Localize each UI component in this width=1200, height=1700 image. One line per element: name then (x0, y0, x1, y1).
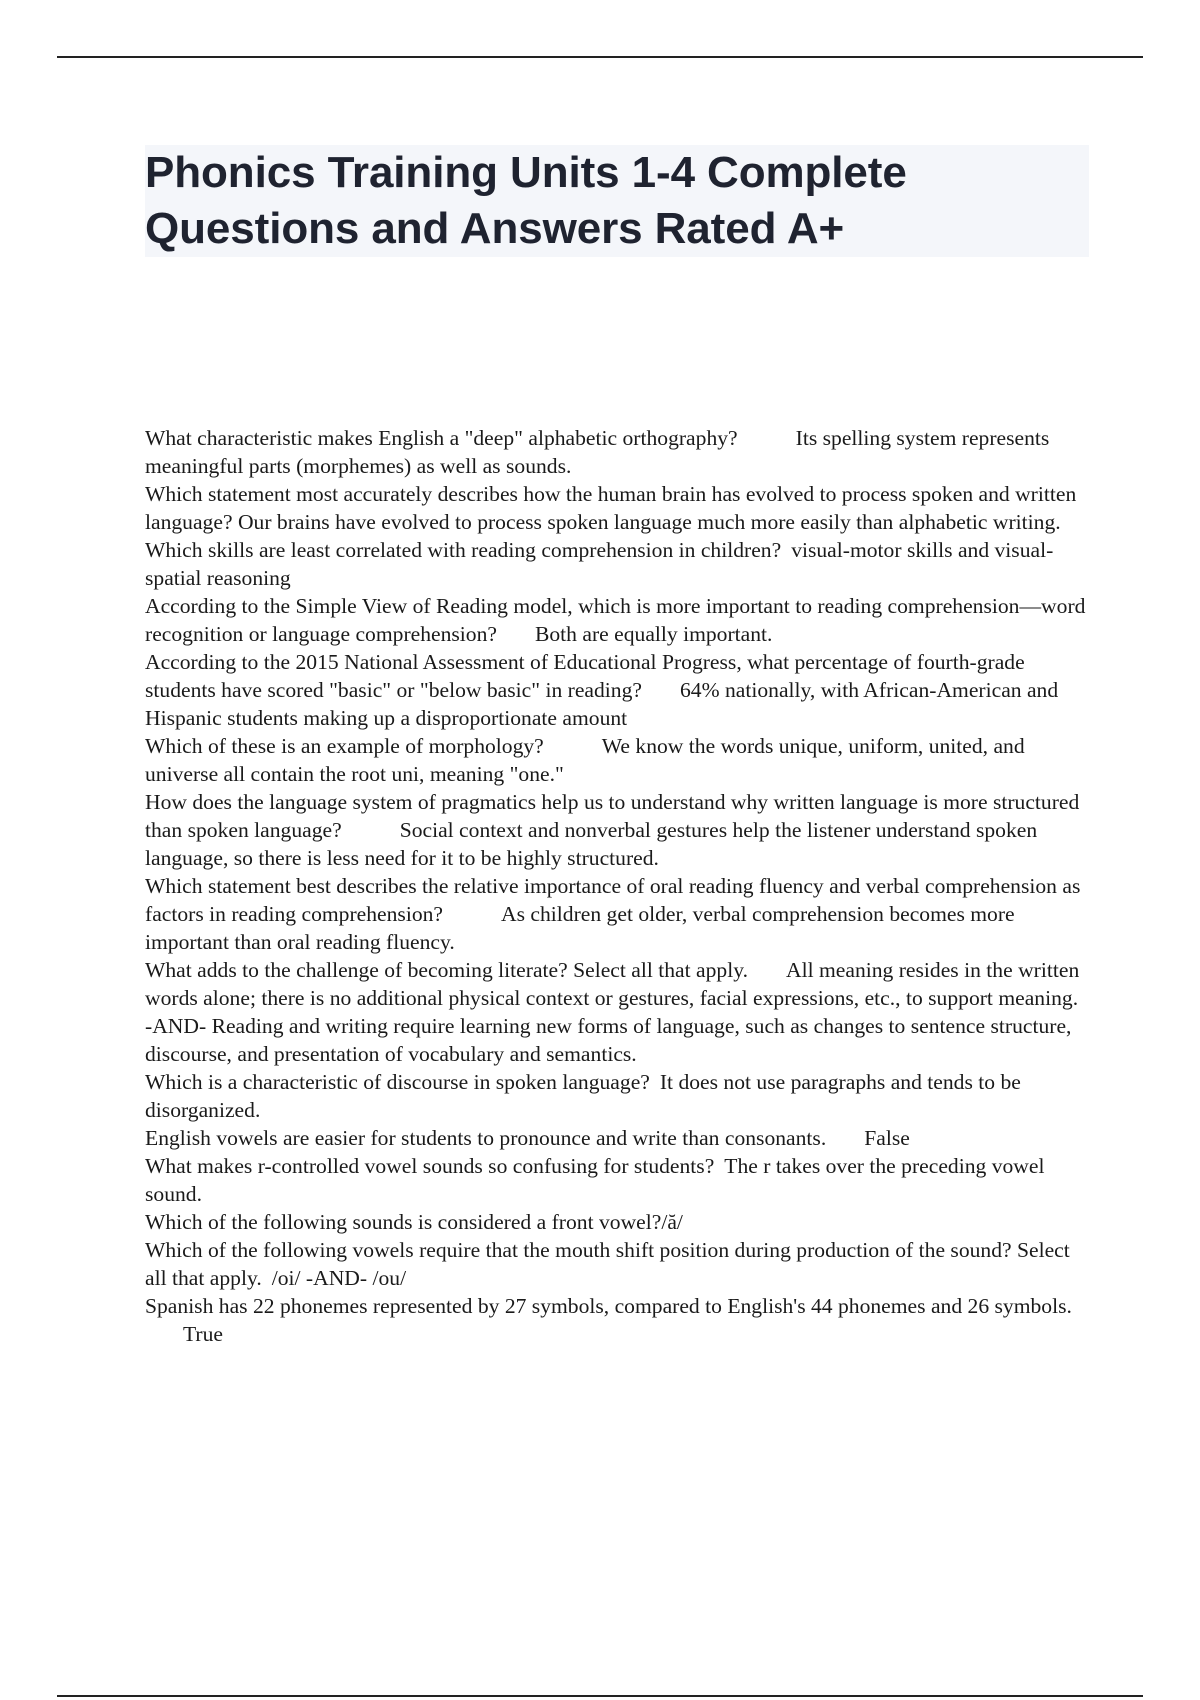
qa-item (145, 480, 1095, 536)
answer: visual-motor skills and visual-spatial reasoning (145, 538, 1054, 590)
qa-item (145, 956, 1095, 1012)
answer: 64% nationally, with African-American and Hispanic students making up a disproportionate amount (145, 678, 1059, 730)
qa-item (145, 1208, 1095, 1236)
question: Which of these is an example of morphology? (145, 734, 544, 758)
document-title (145, 145, 907, 257)
question: Which statement most accurately describes how the human brain has evolved to process spoken and written language? (145, 482, 1077, 534)
answer: Our brains have evolved to process spoken language much more easily than alphabetic writing. (237, 510, 1061, 534)
qa-item (145, 1068, 1095, 1124)
qa-item (145, 872, 1095, 956)
answer: /ă/ (661, 1210, 683, 1234)
bottom-rule (57, 1695, 1143, 1697)
question: According to the Simple View of Reading model, which is more important to reading comprehension—word recognition or language comprehension? (145, 594, 1086, 646)
question: Which statement best describes the relative importance of oral reading fluency and verbal comprehension as factors in reading comprehension? (145, 874, 1081, 926)
title-line-2: Questions and Answers Rated A+ (145, 204, 845, 253)
question: Which of the following sounds is considered a front vowel? (145, 1210, 662, 1234)
answer: Its spelling system represents meaningful parts (morphemes) as well as sounds. (145, 426, 1050, 478)
answer: All meaning resides in the written words alone; there is no additional physical context or gestures, facial expressions, etc., to support meaning. (145, 958, 1080, 1010)
qa-item (145, 648, 1095, 732)
title-line-1: Phonics Training Units 1-4 Complete (145, 148, 907, 197)
top-rule (57, 56, 1143, 58)
qa-item (145, 1236, 1095, 1292)
question: English vowels are easier for students to pronounce and write than consonants. (145, 1126, 827, 1150)
qa-item (145, 732, 1095, 788)
qa-item (145, 1012, 1095, 1068)
question: What adds to the challenge of becoming literate? Select all that apply. (145, 958, 748, 982)
question: Which is a characteristic of discourse in spoken language? (145, 1070, 650, 1094)
question: How does the language system of pragmatics help us to understand why written language is more structured than spoken language? (145, 790, 1080, 842)
qa-list (145, 424, 1095, 1348)
answer: Both are equally important. (534, 622, 773, 646)
qa-item (145, 1124, 1095, 1152)
question: Which skills are least correlated with reading comprehension in children? (145, 538, 782, 562)
qa-item (145, 1292, 1095, 1348)
answer: True (183, 1322, 224, 1346)
answer: /oi/ -AND- /ou/ (271, 1266, 407, 1290)
question: What makes r-controlled vowel sounds so confusing for students? (145, 1154, 715, 1178)
question: Which of the following vowels require that the mouth shift position during production of the sound? Select all that apply. (145, 1238, 1070, 1290)
answer: The r takes over the preceding vowel sound. (145, 1154, 1045, 1206)
qa-item (145, 788, 1095, 872)
answer: It does not use paragraphs and tends to be disorganized. (145, 1070, 1021, 1122)
answer: We know the words unique, uniform, united, and universe all contain the root uni, meaning "one." (145, 734, 1025, 786)
answer: As children get older, verbal comprehension becomes more important than oral reading fluency. (145, 902, 1015, 954)
answer: Social context and nonverbal gestures help the listener understand spoken language, so there is less need for it to be highly structured. (145, 818, 1038, 870)
qa-item (145, 424, 1095, 480)
answer: False (864, 1126, 910, 1150)
qa-item (145, 1152, 1095, 1208)
title-banner (145, 145, 1089, 257)
answer: -AND- Reading and writing require learning new forms of language, such as changes to sentence structure, discourse, and presentation of vocabulary and semantics. (145, 1014, 1072, 1066)
qa-item (145, 536, 1095, 592)
question: What characteristic makes English a "deep" alphabetic orthography? (145, 426, 738, 450)
question: Spanish has 22 phonemes represented by 27 symbols, compared to English's 44 phonemes and 26 symbols. (145, 1294, 1072, 1318)
qa-item (145, 592, 1095, 648)
question: According to the 2015 National Assessment of Educational Progress, what percentage of fourth-grade students have scored "basic" or "below basic" in reading? (145, 650, 1025, 702)
